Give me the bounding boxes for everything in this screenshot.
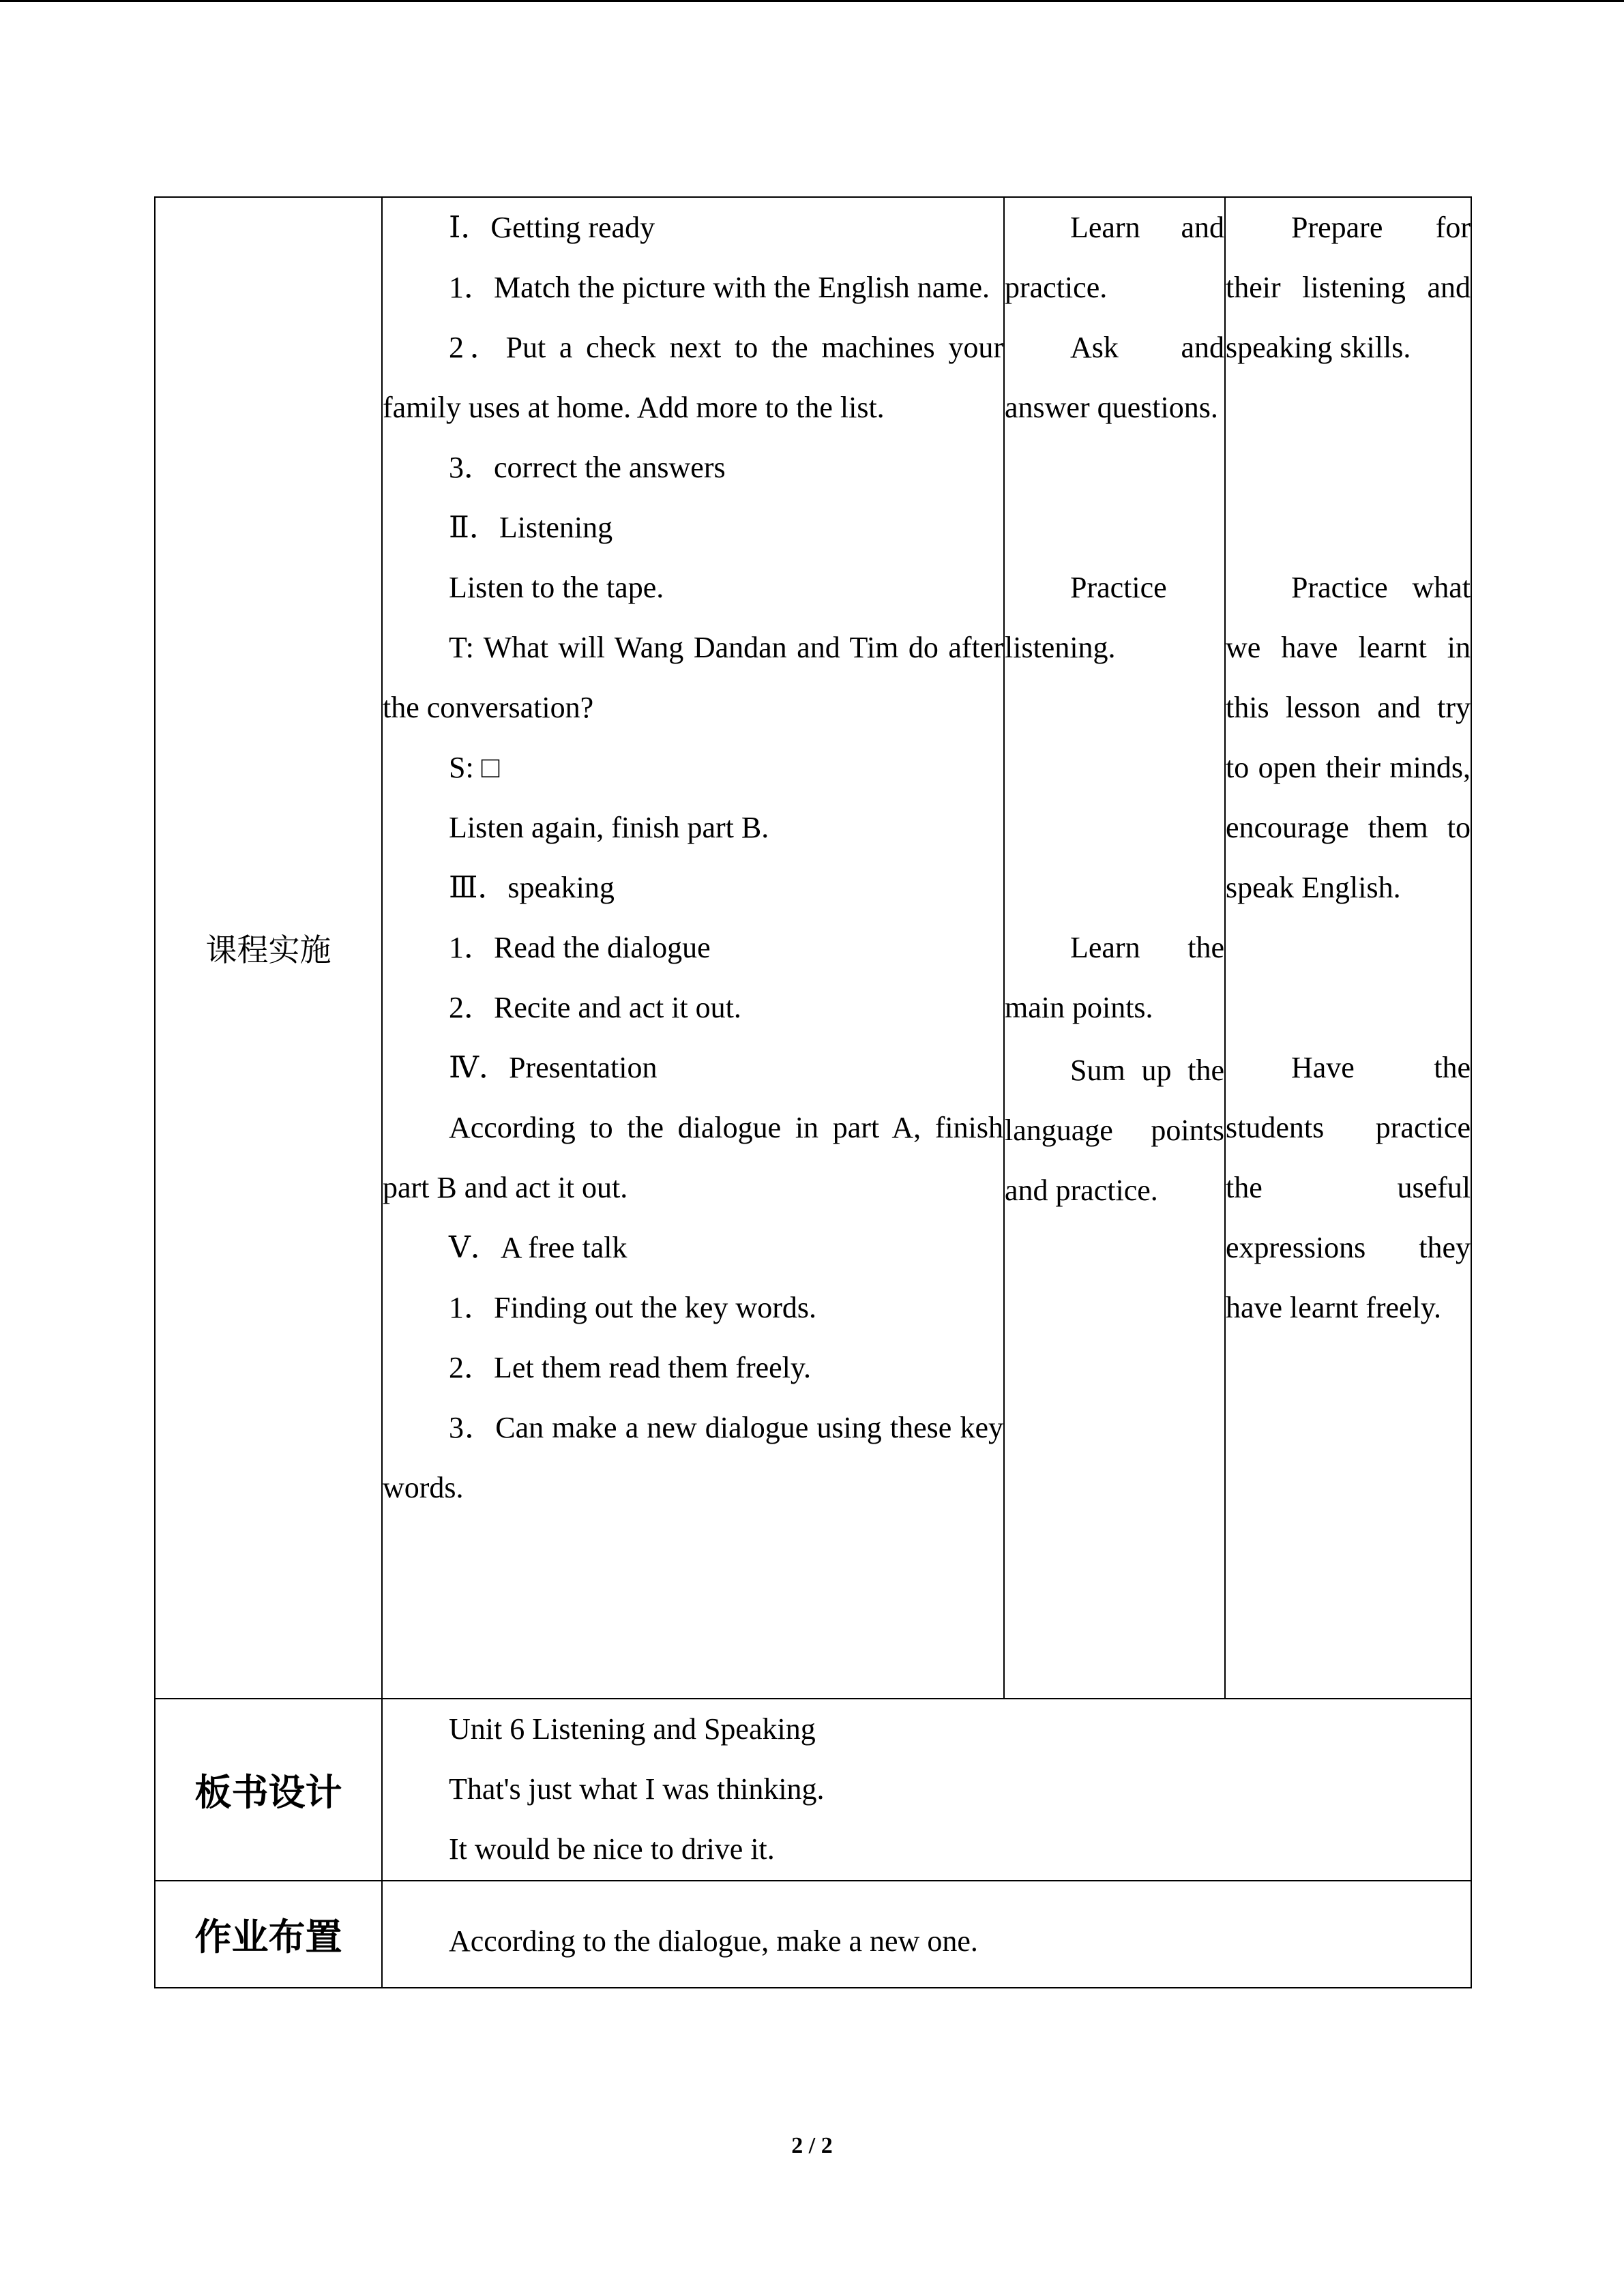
content-line: 2．Recite and act it out. <box>449 991 741 1024</box>
homework-row <box>155 1881 1471 1988</box>
lesson-plan-table <box>154 196 1472 1988</box>
purpose-text: Practice what we have learnt in this lesson and try to open their minds, encourage them to speak English. <box>1226 571 1471 904</box>
board-line: That's just what I was thinking. <box>449 1772 825 1806</box>
homework-label: 作业布置 <box>155 1881 382 1988</box>
homework-text: According to the dialogue, make a new one. <box>449 1924 978 1958</box>
activity-text: Learn and practice. <box>1005 211 1224 304</box>
content-line: According to the dialogue in part A, finish part B and act it out. <box>383 1111 1003 1204</box>
board-line: Unit 6 Listening and Speaking <box>449 1712 816 1746</box>
content-line: 3．Can make a new dialogue using these key words. <box>383 1411 1003 1504</box>
content-line: 2．Let them read them freely. <box>449 1351 812 1384</box>
content-line: 1．Read the dialogue <box>449 931 711 964</box>
implementation-content <box>382 197 1004 1699</box>
activity-text: Ask and answer questions. <box>1005 331 1224 424</box>
board-design-content <box>382 1699 1471 1881</box>
student-activities <box>1004 197 1225 1699</box>
content-line: S: □ <box>449 751 500 784</box>
content-line: Listen again, finish part B. <box>449 811 769 844</box>
content-line: 1．Match the picture with the English name. <box>449 271 990 304</box>
content-line: T: What will Wang Dandan and Tim do after the conversation? <box>383 631 1003 724</box>
board-design-label: 板书设计 <box>155 1699 382 1881</box>
purpose-text: Have the students practice the useful expressions they have learnt freely. <box>1226 1051 1471 1324</box>
purpose-text: Prepare for their listening and speaking skills. <box>1226 211 1471 364</box>
content-line: Ⅴ．A free talk <box>449 1231 628 1264</box>
activity-text: Learn the main points. <box>1005 931 1224 1024</box>
implementation-row <box>155 197 1471 1699</box>
activity-text: Sum up the language points and practice. <box>1005 1054 1224 1207</box>
homework-content <box>382 1881 1471 1988</box>
content-line: 2．Put a check next to the machines your family uses at home. Add more to the list. <box>383 331 1003 424</box>
board-line: It would be nice to drive it. <box>449 1832 775 1866</box>
content-line: Ⅱ．Listening <box>449 511 613 544</box>
content-line: 1．Finding out the key words. <box>449 1291 816 1324</box>
page-number: 2 / 2 <box>791 2133 833 2158</box>
content-line: Ⅰ．Getting ready <box>449 211 655 244</box>
implementation-label: 课程实施 <box>155 197 382 1699</box>
top-border-line <box>0 0 1624 2</box>
content-line: Ⅲ．speaking <box>449 871 615 904</box>
activity-text: Practice listening. <box>1005 571 1167 664</box>
content-line: Ⅳ．Presentation <box>449 1051 658 1084</box>
design-purposes <box>1225 197 1471 1699</box>
content-line: 3．correct the answers <box>449 451 726 484</box>
content-line: Listen to the tape. <box>449 571 664 604</box>
board-design-row <box>155 1699 1471 1881</box>
